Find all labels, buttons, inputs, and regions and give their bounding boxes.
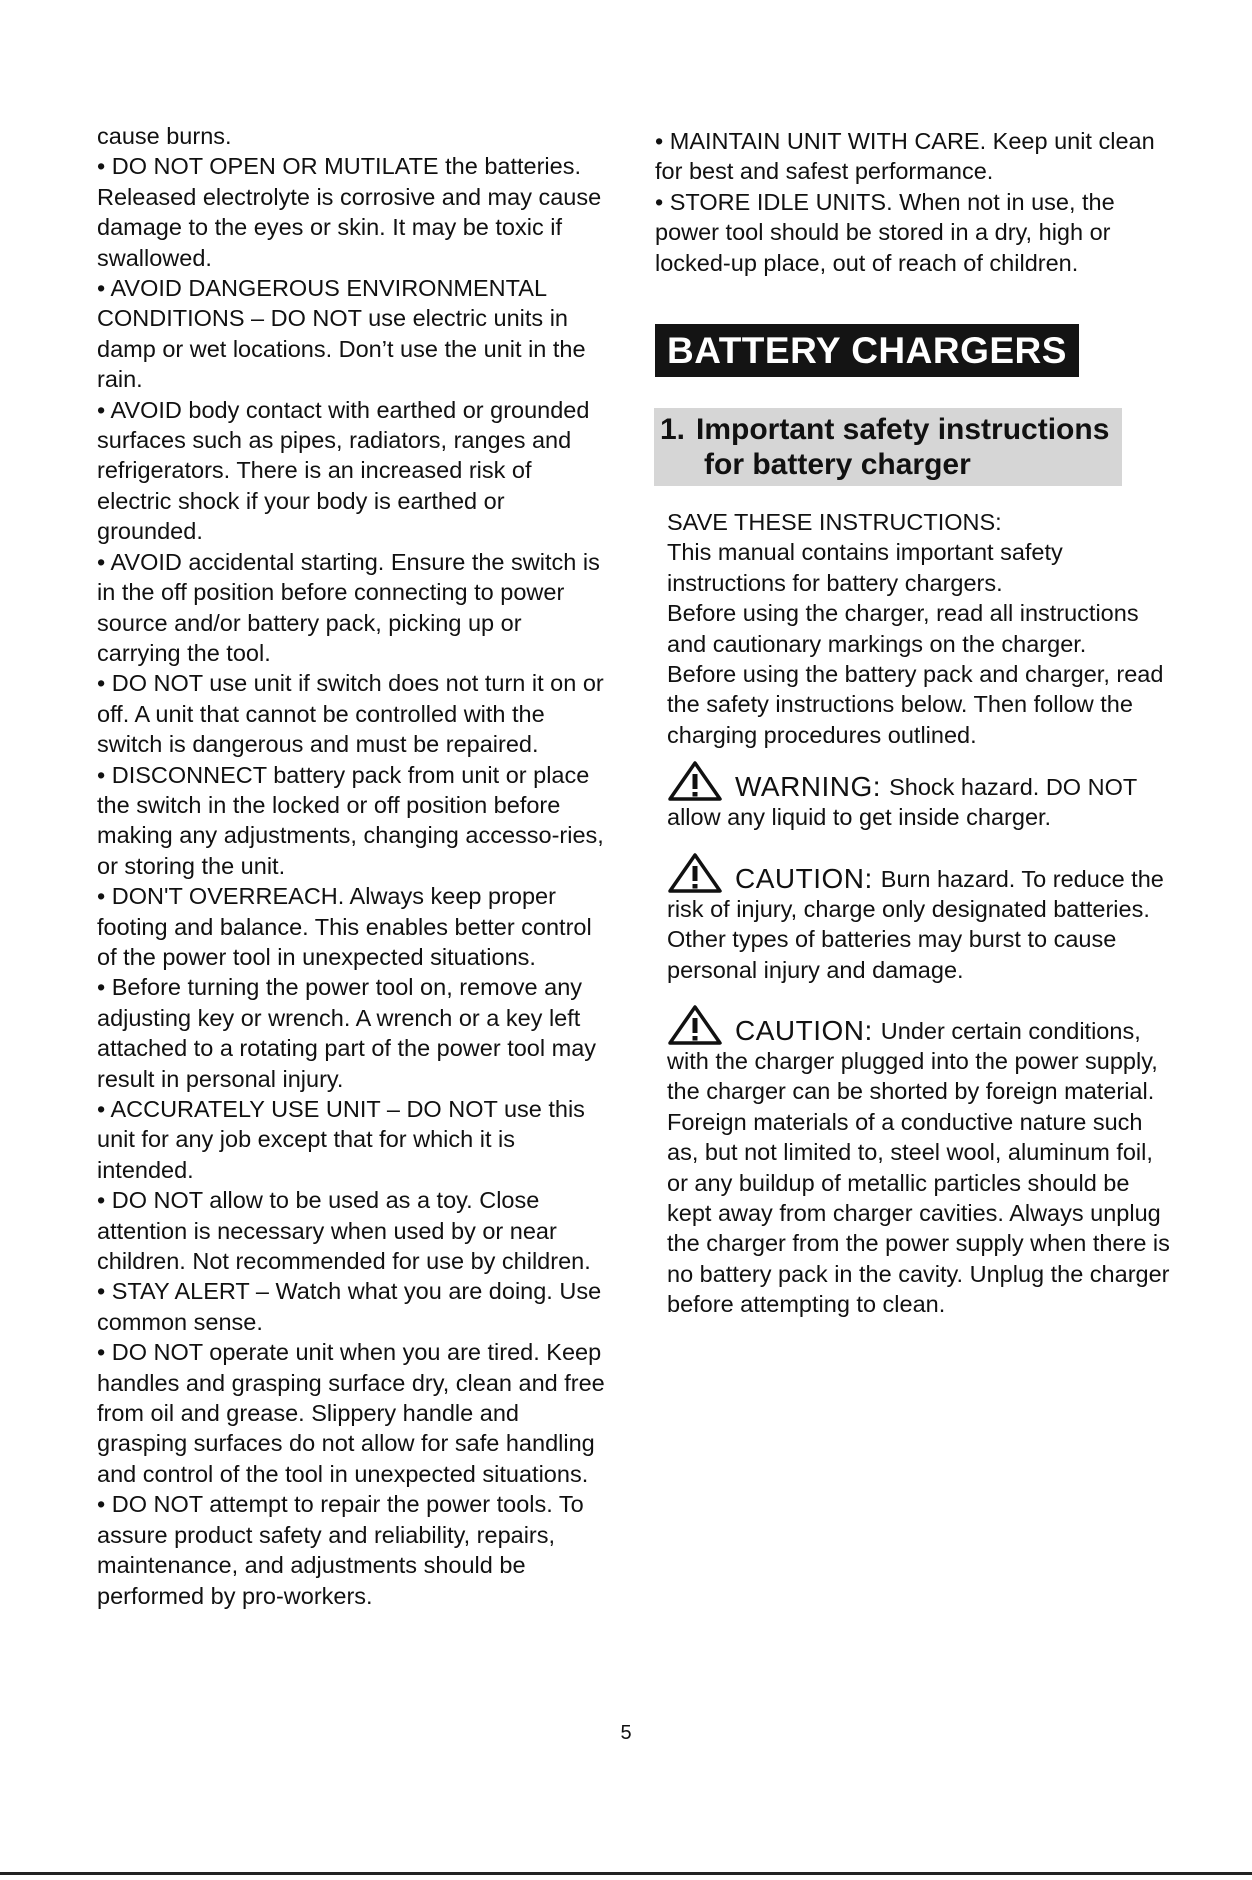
subsection-title-text: Important safety instructions [696,413,1110,446]
notice-label: CAUTION: [735,862,873,894]
left-paragraph: • ACCURATELY USE UNIT – DO NOT use this unit for any job except that for which it is intended. [97,1096,585,1183]
left-paragraph: cause burns. [97,123,232,149]
notice-body: with the charger plugged into the power supply, the charger can be shorted by foreign material. Foreign materials of a conductive nature such as, but not limited to, steel wool, aluminum foil, or any buildup of metallic particles should be kept away from charger cavities. Always unplug the charger from the power supply when there is no battery pack in the cavity. Unplug the charger before attempting to clean. [667,1048,1170,1318]
right-column [655,126,1175,278]
subsection-title-line2: for battery charger [704,448,971,481]
caution-notice [667,1004,1177,1320]
notice-first-line: Under certain conditions, [880,1017,1141,1044]
left-paragraph: • DO NOT operate unit when you are tired. Keep handles and grasping surface dry, clean and free from oil and grease. Slippery handle and grasping surfaces do not allow for safe handling and control of the tool in unexpected situations. [97,1339,605,1487]
left-paragraph: • AVOID body contact with earthed or grounded surfaces such as pipes, radiators, ranges and refrigerators. There is an increased risk of electric shock if your body is earthed or grounded. [97,396,590,545]
notice-first-line: Burn hazard. To reduce the [880,865,1164,892]
notice-label: WARNING: [735,770,882,802]
right-paragraph: • MAINTAIN UNIT WITH CARE. Keep unit clean for best and safest performance. [655,128,1155,185]
left-paragraph: • DO NOT OPEN OR MUTILATE the batteries. Released electrolyte is corrosive and may cause damage to the eyes or skin. It may be toxic if swallowed. [97,153,602,271]
intro-paragraph: Before using the charger, read all instructions and cautionary markings on the charger. [667,600,1139,657]
left-paragraph: • DO NOT use unit if switch does not turn it on or off. A unit that cannot be controlled with the switch is dangerous and must be repaired. [97,670,604,758]
caution-notice [667,852,1177,985]
left-paragraph: • STAY ALERT – Watch what you are doing. Use common sense. [97,1278,602,1335]
left-paragraph: • DO NOT attempt to repair the power tools. To assure product safety and reliability, repairs, maintenance, and adjustments should be performed by pro-workers. [97,1491,584,1609]
bottom-divider [0,1872,1252,1875]
intro-paragraph: This manual contains important safety instructions for battery chargers. [667,539,1063,596]
left-paragraph: • DISCONNECT battery pack from unit or place the switch in the locked or off position before making any adjustments, changing accesso-ries, or storing the unit. [97,761,604,879]
notice-body: allow any liquid to get inside charger. [667,804,1052,830]
subsection-title-line1 [660,412,1122,447]
notice-body: risk of injury, charge only designated batteries. Other types of batteries may burst to cause personal injury and damage. [667,896,1150,983]
intro-paragraph: Before using the battery pack and charger, read the safety instructions below. Then follow the charging procedures outlined. [667,661,1164,748]
page-number: 5 [620,1722,632,1744]
warning-triangle-icon [667,852,723,894]
section-title-banner: BATTERY CHARGERS [655,324,1079,377]
warning-triangle-icon [667,760,723,802]
left-paragraph: • DO NOT allow to be used as a toy. Close attention is necessary when used by or near children. Not recommended for use by children. [97,1187,591,1275]
intro-text [667,507,1177,750]
subsection-number: 1. [660,413,686,446]
left-paragraph: • AVOID DANGEROUS ENVIRONMENTAL CONDITIONS – DO NOT use electric units in damp or wet locations. Don’t use the unit in the rain. [97,275,586,393]
notice-first-line: Shock hazard. DO NOT [889,773,1138,800]
warning-triangle-icon [667,1004,723,1046]
right-paragraph: • STORE IDLE UNITS. When not in use, the power tool should be stored in a dry, high or locked-up place, out of reach of children. [655,188,1115,276]
left-paragraph: • Before turning the power tool on, remove any adjusting key or wrench. A wrench or a key left attached to a rotating part of the power tool may result in personal injury. [97,974,597,1092]
left-paragraph: • AVOID accidental starting. Ensure the switch is in the off position before connecting to power source and/or battery pack, picking up or carrying the tool. [97,548,600,666]
warning-notice [667,760,1177,832]
left-paragraph: • DON'T OVERREACH. Always keep proper footing and balance. This enables better control of the power tool in unexpected situations. [97,883,592,970]
intro-paragraph: SAVE THESE INSTRUCTIONS: [667,509,1002,535]
subsection-heading [654,408,1122,486]
left-column [97,121,607,1611]
notice-label: CAUTION: [735,1014,873,1046]
